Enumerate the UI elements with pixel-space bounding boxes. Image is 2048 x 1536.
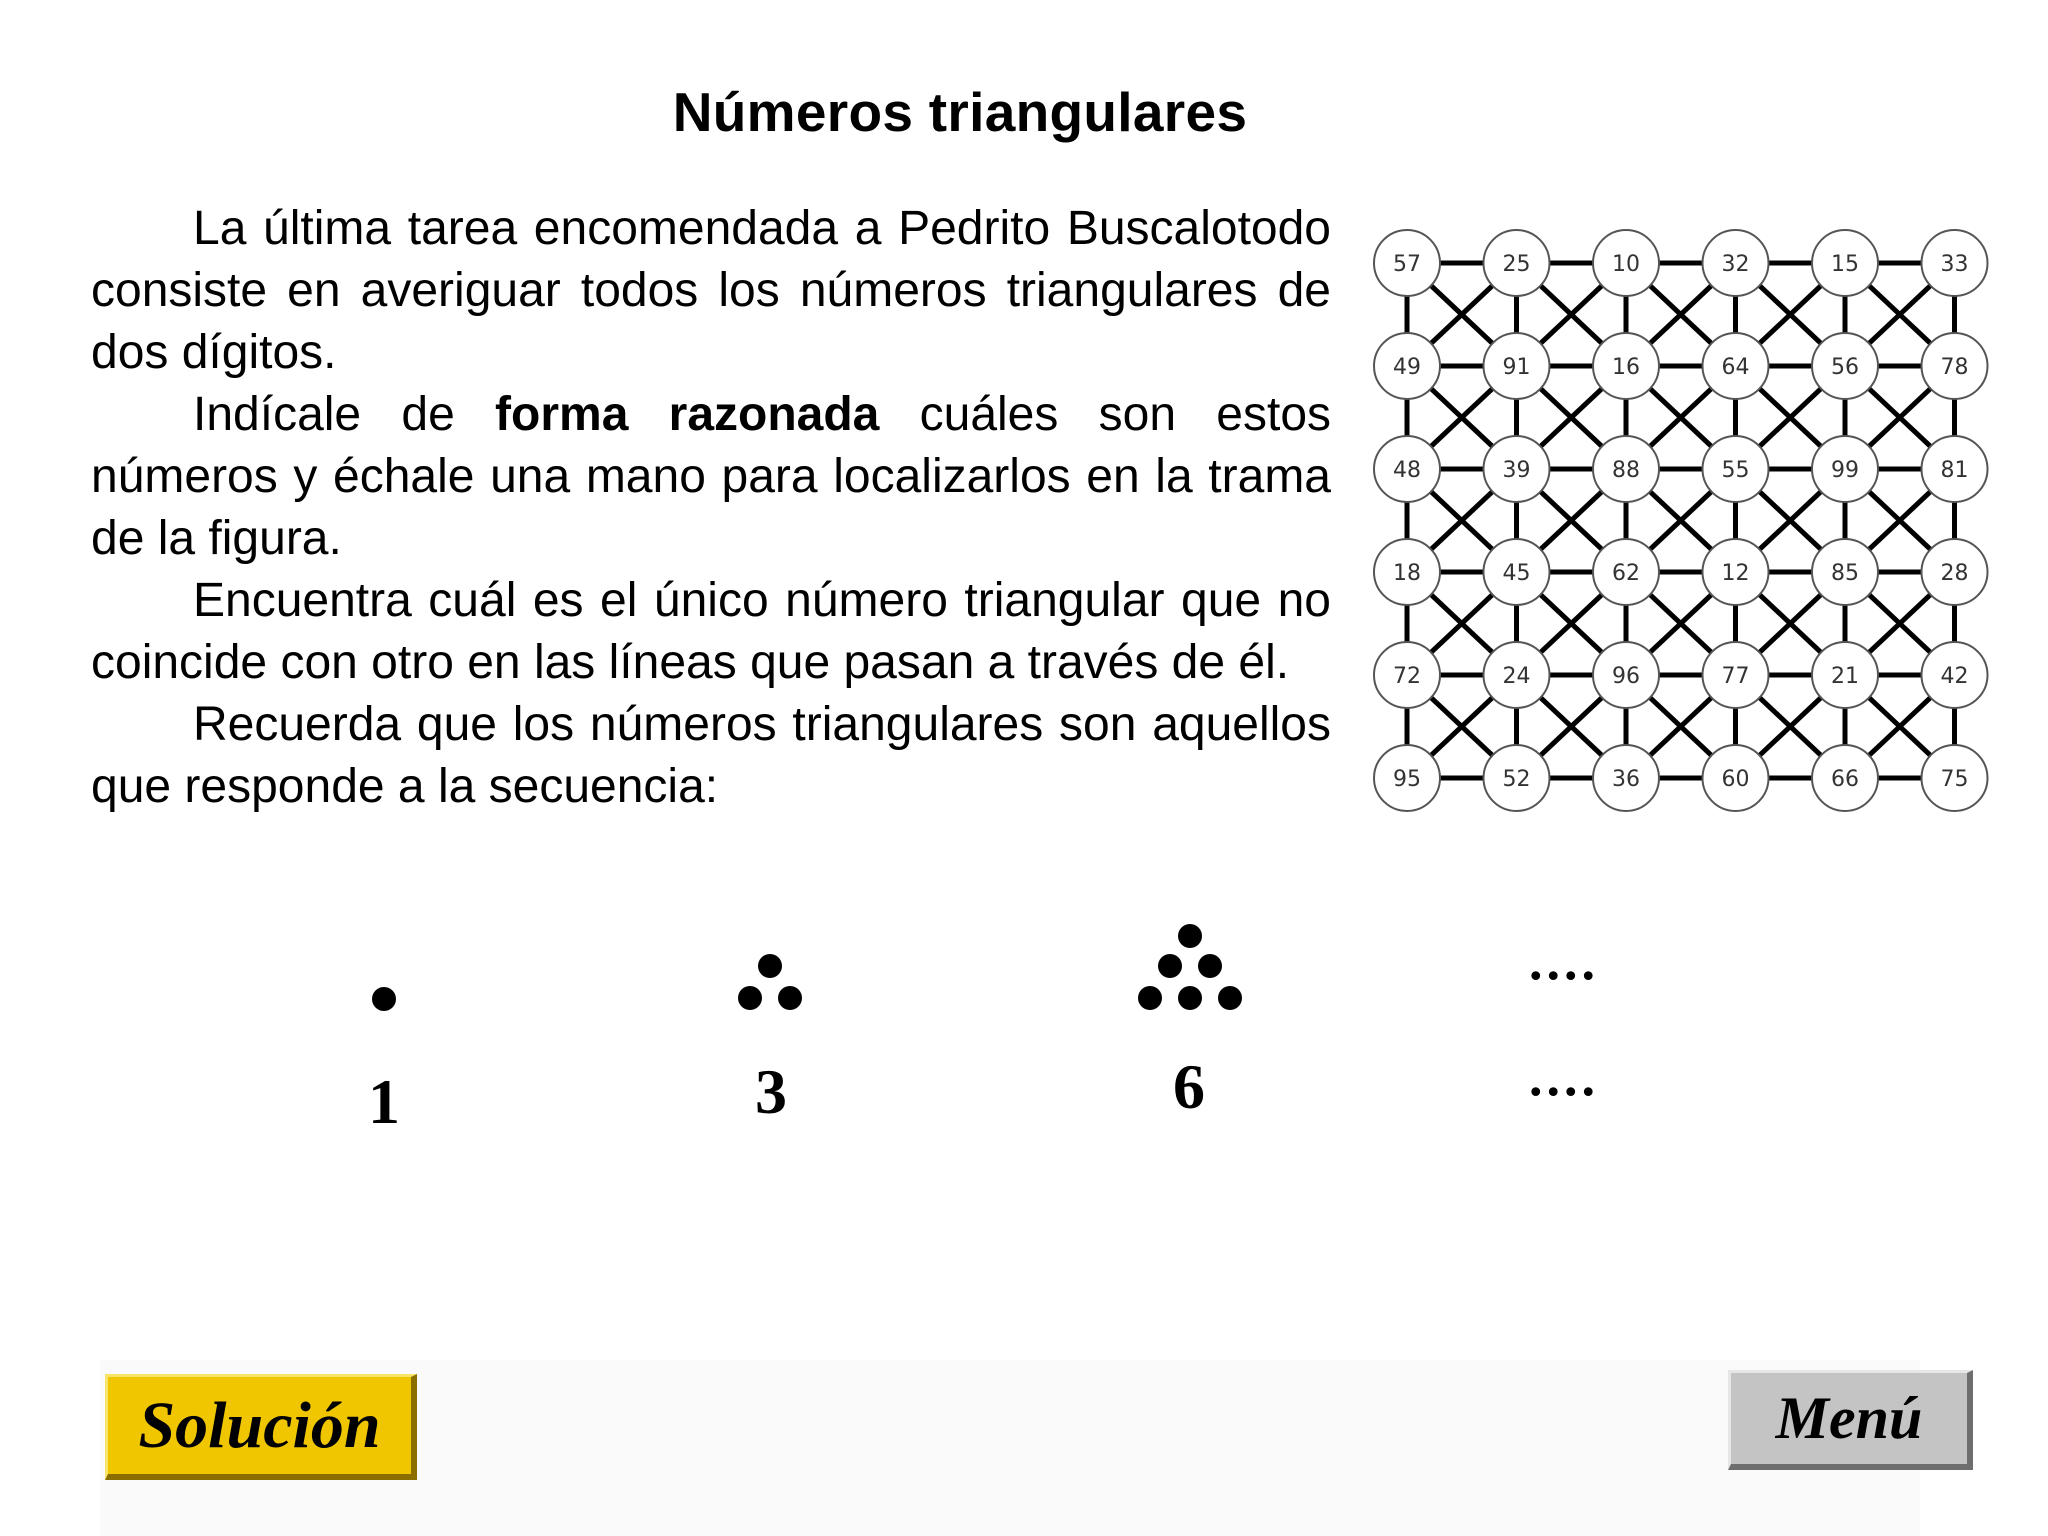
grid-node-number: 77 [1721, 664, 1750, 689]
paragraph-3: Encuentra cuál es el único número triangular que no coincide con otro en las líneas que pasan a través de él. [91, 574, 1331, 689]
grid-node-number: 21 [1831, 664, 1859, 689]
dot-figure-6 [1130, 918, 1250, 1018]
grid-node-number: 15 [1831, 252, 1859, 277]
grid-node-number: 66 [1831, 767, 1859, 792]
grid-node-number: 75 [1940, 767, 1969, 792]
sequence-ellipsis-bottom: .... [1529, 1047, 1599, 1107]
grid-node-number: 85 [1831, 561, 1859, 586]
grid-node-number: 55 [1721, 458, 1750, 483]
grid-node-number: 91 [1502, 355, 1531, 380]
grid-node-number: 88 [1612, 458, 1640, 483]
solution-button[interactable]: Solución [105, 1374, 417, 1480]
grid-node-number: 49 [1393, 355, 1421, 380]
menu-button[interactable]: Menú [1728, 1370, 1973, 1470]
problem-statement [91, 198, 1331, 818]
grid-node-number: 57 [1393, 252, 1421, 277]
grid-node-number: 24 [1502, 664, 1531, 689]
grid-node-number: 12 [1721, 561, 1750, 586]
grid-node-number: 18 [1393, 561, 1421, 586]
grid-node-number: 52 [1502, 767, 1531, 792]
grid-node-number: 56 [1831, 355, 1859, 380]
grid-node-number: 10 [1612, 252, 1640, 277]
sequence-number-1: 1 [368, 1066, 400, 1137]
dot-figure-3 [730, 948, 810, 1018]
grid-node-number: 95 [1393, 767, 1421, 792]
number-grid [1370, 225, 1990, 825]
sequence-ellipsis-top: .... [1529, 931, 1599, 991]
grid-node-number: 64 [1721, 355, 1750, 380]
grid-node-number: 99 [1831, 458, 1859, 483]
sequence-number-6: 6 [1173, 1051, 1205, 1122]
paragraph-4: Recuerda que los números triangulares son aquellos que responde a la secuencia: [91, 698, 1331, 813]
grid-node-number: 62 [1612, 561, 1640, 586]
grid-node-number: 16 [1612, 355, 1640, 380]
grid-node-number: 42 [1940, 664, 1969, 689]
grid-node-number: 60 [1721, 767, 1750, 792]
paragraph-2-bold: forma razonada [495, 388, 880, 441]
paragraph-1: La última tarea encomendada a Pedrito Buscalotodo consiste en averiguar todos los números triangulares de dos dígitos. [91, 202, 1331, 379]
grid-node-number: 81 [1940, 458, 1969, 483]
dot-figure-1 [360, 975, 408, 1023]
paragraph-2 [91, 384, 1331, 570]
paragraph-2-end: cuáles son estos números y échale una mano para localizarlos en la trama de la figura. [91, 388, 1332, 565]
grid-node-number: 48 [1393, 458, 1421, 483]
grid-node-number: 45 [1502, 561, 1531, 586]
sequence-number-3: 3 [755, 1056, 787, 1127]
grid-node-number: 28 [1940, 561, 1969, 586]
grid-node-number: 33 [1940, 252, 1969, 277]
grid-node-number: 96 [1612, 664, 1640, 689]
paragraph-2-start: Indícale de [193, 388, 496, 441]
page-title: Números triangulares [672, 81, 1248, 143]
grid-node-number: 78 [1940, 355, 1969, 380]
grid-node-number: 39 [1502, 458, 1531, 483]
grid-node-number: 72 [1393, 664, 1421, 689]
number-grid-svg [1370, 225, 1990, 825]
grid-node-number: 25 [1502, 252, 1531, 277]
grid-node-number: 36 [1612, 767, 1640, 792]
grid-node-number: 32 [1721, 252, 1750, 277]
